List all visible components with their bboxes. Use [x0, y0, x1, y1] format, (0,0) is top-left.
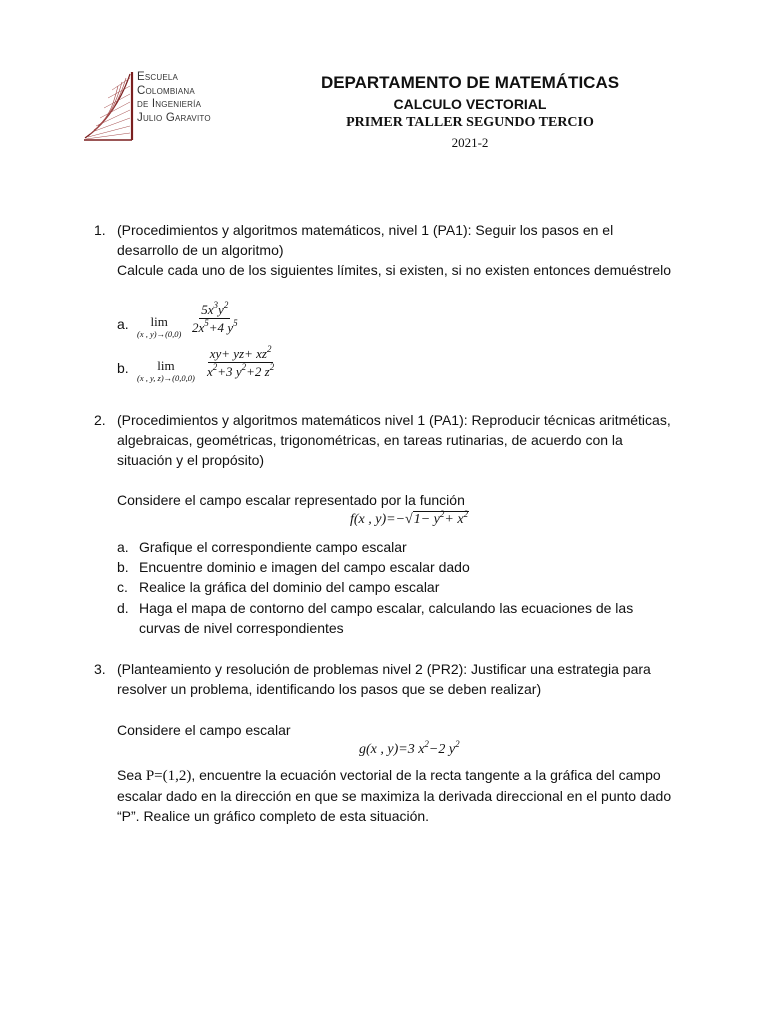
q2-d-text: Haga el mapa de contorno del campo escalar, calculando las ecuaciones de las: [139, 600, 634, 616]
q1-a-label: a.: [117, 316, 129, 332]
workshop-title: PRIMER TALLER SEGUNDO TERCIO: [346, 115, 594, 130]
period: 2021-2: [451, 135, 489, 150]
q3-sea: Sea: [117, 767, 142, 783]
q2-a-text: Grafique el correspondiente campo escalar: [139, 539, 407, 555]
q1-a-lim: [137, 314, 181, 339]
q2-number: 2.: [94, 412, 106, 428]
q1-line-2: desarrollo de un algoritmo): [117, 242, 284, 258]
lim-word: lim: [150, 314, 168, 329]
q1-a-fraction: $\frac{5x^3y^2}{2x^5+4 y^5}$: [192, 300, 238, 335]
q1-line-3: Calcule cada uno de los siguientes límites, si existen, si no existen entonces demuéstrelo: [117, 262, 672, 278]
logo-line-3: de Ingeniería: [137, 98, 202, 110]
q3-line-4: escalar dado en la dirección en que se maximiza la derivada direccional en el punto dado: [117, 788, 672, 804]
q2-line-3: situación y el propósito): [117, 452, 265, 468]
lim-subscript: (x , y, z)→(0,0,0): [137, 373, 195, 383]
q2-c-text: Realice la gráfica del dominio del campo escalar: [139, 579, 440, 595]
q2-b-text: Encuentre dominio e imagen del campo escalar dado: [139, 559, 470, 575]
q3-line-1: (Planteamiento y resolución de problemas nivel 2 (PR2): Justificar una estrategia para: [117, 661, 651, 677]
department-title: DEPARTAMENTO DE MATEMÁTICAS: [320, 73, 620, 92]
q2-a-label: a.: [117, 539, 129, 555]
lim-word: lim: [157, 358, 175, 373]
q2-b-label: b.: [117, 559, 129, 575]
q1-line-1: (Procedimientos y algoritmos matemáticos, nivel 1 (PA1): Seguir los pasos en el: [117, 222, 614, 238]
q2-c-label: c.: [117, 579, 128, 595]
lim-subscript: (x , y)→(0,0): [137, 329, 182, 339]
q3-line-2: resolver un problema, identificando los pasos que se deben realizar): [117, 681, 542, 697]
q1-b-lim: [137, 358, 195, 383]
q3-function: g(x , y)=3 $x^2-2$ $y^2$: [359, 739, 460, 757]
q2-intro: Considere el campo escalar representado por la función: [117, 492, 465, 508]
q3-line-3: [117, 765, 661, 786]
logo-wordmark: [137, 71, 211, 125]
q2-d-label: d.: [117, 600, 129, 616]
q1-b-fraction: $\frac{xy+ yz+ xz^2}{x^2+3 y^2+2 z^2}$: [207, 344, 275, 379]
q1-b-label: b.: [117, 360, 129, 376]
q2-function: f(x , $y)=-√1- y^2+ x^2$: [350, 509, 469, 527]
logo-line-1: Escuela: [137, 71, 179, 83]
q2-line-2: algebraicas, geométricas, trigonométricas, en tareas rutinarias, de acuerdo con la: [117, 432, 623, 448]
q2-line-1: (Procedimientos y algoritmos matemáticos nivel 1 (PA1): Reproducir técnicas aritméticas,: [117, 412, 671, 428]
q3-line-5: “P”. Realice un gráfico completo de esta situación.: [117, 808, 430, 824]
logo-line-4: Julio Garavito: [137, 111, 211, 124]
logo-line-2: Colombiana: [137, 84, 195, 97]
q3-number: 3.: [94, 661, 106, 677]
q3-after-point: , encuentre la ecuación vectorial de la recta tangente a la gráfica del campo: [191, 767, 661, 783]
q3-intro: Considere el campo escalar: [117, 722, 291, 738]
q3-point: P=(1,2): [145, 768, 192, 784]
q1-number: 1.: [94, 222, 106, 238]
q2-d-text-cont: curvas de nivel correspondientes: [139, 620, 344, 636]
course-title: CALCULO VECTORIAL: [393, 96, 547, 112]
